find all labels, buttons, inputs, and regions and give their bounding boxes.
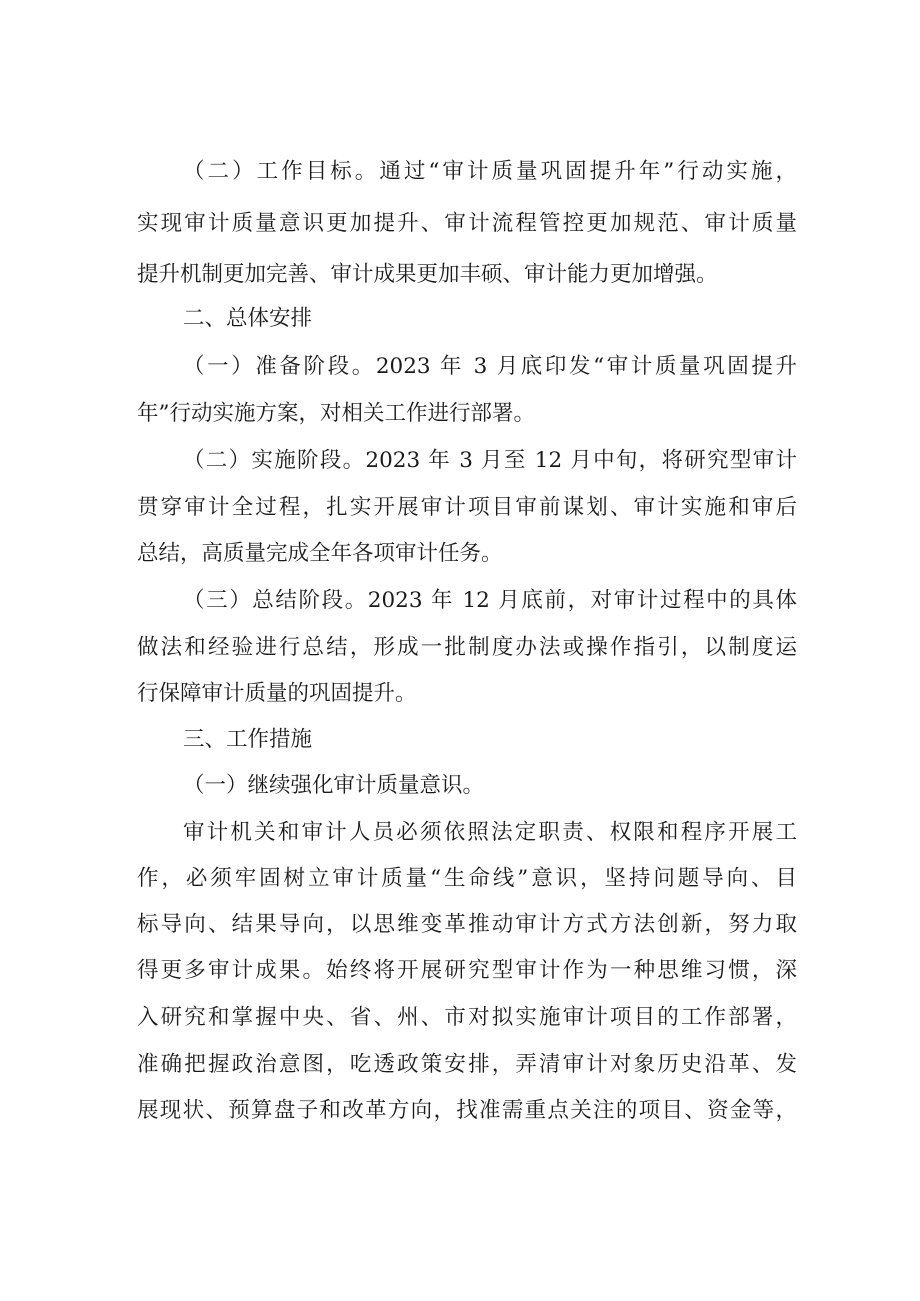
text-line: 准确把握政治意图，吃透政策安排，弄清审计对象历史沿革、发	[137, 1052, 797, 1077]
text-line: 得更多审计成果。始终将开展研究型审计作为一种思维习惯，深	[137, 958, 797, 983]
text-line: （三）总结阶段。2023 年 12 月底前，对审计过程中的具体	[183, 588, 797, 613]
text-line: 审计机关和审计人员必须依照法定职责、权限和程序开展工	[183, 820, 797, 845]
text-line: 行保障审计质量的巩固提升。	[137, 681, 417, 706]
text-line: （二）工作目标。通过“审计质量巩固提升年”行动实施，	[183, 159, 797, 184]
text-line: 实现审计质量意识更加提升、审计流程管控更加规范、审计质量	[137, 211, 797, 236]
text-line: 标导向、结果导向，以思维变革推动审计方式方法创新，努力取	[137, 912, 797, 937]
text-line: 总结，高质量完成全年各项审计任务。	[137, 541, 503, 566]
text-line: （一）准备阶段。2023 年 3 月底印发“审计质量巩固提升	[183, 354, 797, 379]
text-line: 展现状、预算盘子和改革方向，找准需重点关注的项目、资金等，	[137, 1098, 797, 1123]
text-line: 做法和经验进行总结，形成一批制度办法或操作指引，以制度运	[137, 635, 797, 660]
text-line: 提升机制更加完善、审计成果更加丰硕、审计能力更加增强。	[137, 262, 718, 287]
text-line: 入研究和掌握中央、省、州、市对拟实施审计项目的工作部署，	[137, 1005, 797, 1030]
section-heading: 三、工作措施	[183, 727, 313, 752]
text-line: （二）实施阶段。2023 年 3 月至 12 月中旬，将研究型审计	[183, 448, 797, 473]
subsection-heading: （一）继续强化审计质量意识。	[183, 773, 485, 798]
text-line: 作，必须牢固树立审计质量“生命线”意识，坚持问题导向、目	[137, 866, 797, 891]
text-line: 贯穿审计全过程，扎实开展审计项目审前谋划、审计实施和审后	[137, 495, 797, 520]
text-line: 年”行动实施方案，对相关工作进行部署。	[137, 401, 535, 426]
section-heading: 二、总体安排	[183, 306, 313, 331]
